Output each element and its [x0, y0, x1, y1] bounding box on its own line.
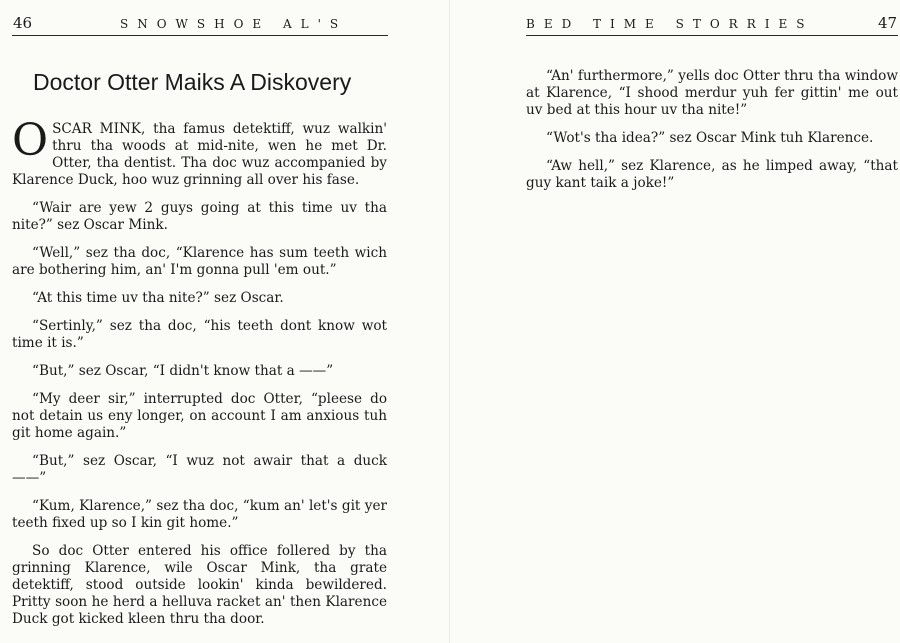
left-page-text — [12, 115, 387, 639]
paragraph: “Aw hell,” sez Klarence, as he limped away, “that guy kant taik a joke!” — [526, 158, 898, 191]
chapter-title: Doctor Otter Maiks A Diskovery — [33, 69, 352, 95]
header-rule-left — [12, 35, 388, 36]
running-head-right: BED TIME STORRIES — [526, 17, 814, 31]
paragraph: “Sertinly,” sez tha doc, “his teeth dont know wot time it is.” — [12, 318, 387, 351]
running-head-left: SNOWSHOE AL'S — [120, 17, 348, 31]
page-number-left: 46 — [13, 14, 33, 32]
drop-cap: O — [12, 115, 49, 166]
header-rule-right — [526, 35, 898, 36]
right-page — [450, 0, 900, 643]
paragraph: OSCAR MINK, tha famus detektiff, wuz walkin' thru tha woods at mid-nite, wen he met Dr. Otter, tha dentist. Tha doc wuz accompanied by Klarence Duck, hoo wuz grinning all over his fase. — [12, 115, 387, 188]
paragraph: “Kum, Klarence,” sez tha doc, “kum an' let's git yer teeth fixed up so I kin git home.” — [12, 498, 387, 531]
page-number-right: 47 — [878, 14, 898, 32]
paragraph: “My deer sir,” interrupted doc Otter, “pleese do not detain us eny longer, on account I am anxious tuh git home again.” — [12, 391, 387, 441]
paragraph: “But,” sez Oscar, “I didn't know that a ——” — [32, 363, 334, 379]
paragraph: “Wair are yew 2 guys going at this time uv tha nite?” sez Oscar Mink. — [12, 200, 387, 233]
paragraph: “But,” sez Oscar, “I wuz not awair that a duck ——” — [12, 453, 387, 486]
paragraph: So doc Otter entered his office follered by tha grinning Klarence, wile Oscar Mink, tha grate detektiff, stood outside lookin' kinda bewildered. Pritty soon he herd a helluva racket an' then Klarence Duck got kicked kleen thru tha door. — [12, 543, 387, 627]
paragraph: “Wot's tha idea?” sez Oscar Mink tuh Klarence. — [546, 130, 874, 146]
paragraph: “At this time uv tha nite?” sez Oscar. — [32, 290, 284, 306]
right-page-text — [526, 68, 898, 203]
paragraph: “An' furthermore,” yells doc Otter thru tha window at Klarence, “I shood merdur yuh fer gittin' me out uv bed at this hour uv tha nite!” — [526, 68, 898, 118]
paragraph: “Well,” sez tha doc, “Klarence has sum teeth wich are bothering him, an' I'm gonna pull 'em out.” — [12, 245, 387, 278]
